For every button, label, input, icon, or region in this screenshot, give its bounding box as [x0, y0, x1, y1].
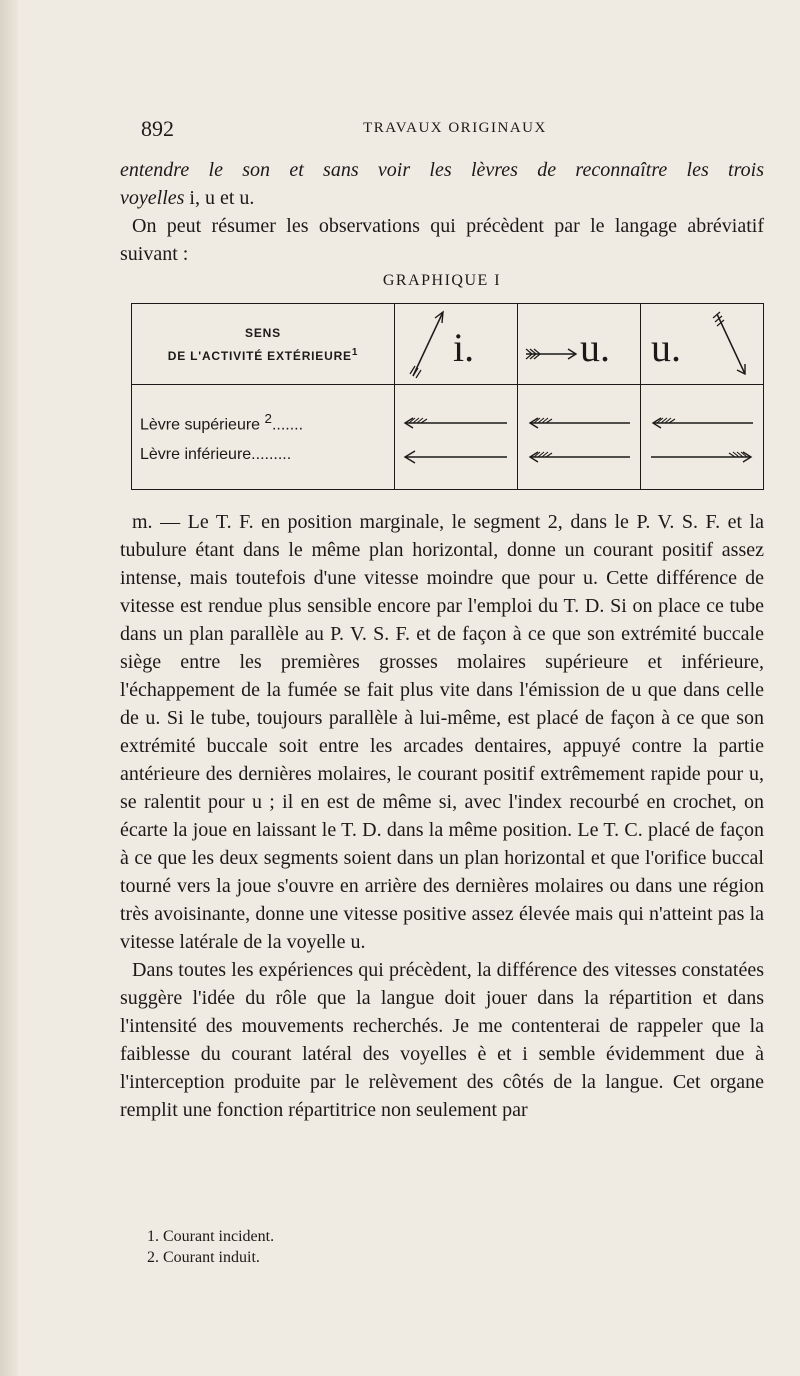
- arrow-cell-u1: [518, 385, 641, 490]
- arrow-cell-i: [395, 385, 518, 490]
- intro-line-2-rest: i, u et u.: [184, 187, 255, 209]
- vowel-cell-i: [395, 304, 518, 385]
- body-text: [120, 508, 764, 1124]
- left-arrow-feathered-icon: [530, 418, 630, 428]
- sens-header-cell: [132, 304, 395, 385]
- running-head: TRAVAUX ORIGINAUX: [363, 120, 547, 136]
- vowel-cell-u1: [518, 304, 641, 385]
- right-arrow-feathered-icon: [651, 452, 751, 462]
- left-arrow-feathered-icon: [405, 418, 507, 428]
- intro-line-1: entendre le son et sans voir les lèvres de reconnaître les trois: [120, 159, 764, 181]
- arrow-cell-u2: [641, 385, 764, 490]
- page-number: 892: [141, 116, 174, 141]
- intro-paragraph: On peut résumer les observations qui précèdent par le langage abréviatif suivant :: [120, 215, 764, 265]
- left-arrow-feathered-icon: [653, 418, 753, 428]
- sens-line-2-text: DE L'ACTIVITÉ EXTÉRIEURE: [167, 348, 352, 363]
- left-arrow-plain-icon: [405, 451, 507, 463]
- lip-labels-cell: [132, 385, 395, 490]
- page-header: [141, 116, 763, 142]
- footnotes: [147, 1226, 274, 1268]
- vowel-label-u2: u.: [651, 325, 681, 370]
- graph-table: [131, 303, 764, 490]
- oblique-arrow-down-icon: [641, 304, 763, 384]
- vowel-label-u1: u.: [580, 325, 610, 370]
- footnote-1: 1. Courant incident.: [147, 1228, 275, 1245]
- lip-upper-text: Lèvre supérieure: [140, 416, 261, 434]
- intro-line-2-italic: voyelles: [120, 187, 185, 209]
- footnote-2: 2. Courant induit.: [147, 1249, 260, 1266]
- intro-text: [120, 156, 764, 268]
- sens-line-2: [132, 343, 394, 366]
- left-arrow-feathered-icon: [530, 452, 630, 462]
- lip-upper-label: [140, 404, 394, 440]
- lip-upper-dots: .......: [271, 416, 304, 434]
- sens-line-1: SENS: [245, 325, 281, 340]
- vowel-label-i: i.: [453, 325, 475, 370]
- graph-title: GRAPHIQUE I: [382, 272, 502, 289]
- sens-footnote-mark: 1: [351, 346, 359, 358]
- lip-upper-footnote-mark: 2: [264, 410, 272, 426]
- body-paragraph-1: m. — Le T. F. en position marginale, le segment 2, dans le P. V. S. F. et la tubulure étant dans le même plan horizontal, donne un courant positif assez intense, mais toutefois d'une vitesse moindre que pour u. Cette différence de vitesse est rendue plus sensible encore par l'emploi du T. D. Si on place ce tube dans un plan parallèle au P. V. S. F. et de façon à ce que son extrémité buccale siège entre les premières grosses molaires supérieure et inférieure, l'échappement de la fumée se fait plus vite dans l'émission de u que dans celle de u. Si le tube, toujours parallèle à lui-même, est placé de façon à ce que son extrémité buccale soit entre les arcades dentaires, appuyé contre la partie antérieure des dernières molaires, le courant positif extrêmement rapide pour u, se ralentit pour u ; il en est de même si, avec l'index recourbé en crochet, on écarte la joue en laissant le T. D. dans la même position. Le T. C. placé de façon à ce que les deux segments soient dans un plan horizontal et que l'orifice buccal tourné vers la joue s'ouvre en arrière des dernières molaires ou dans une région très avoisinante, donne une vitesse positive assez élevée mais qui n'atteint pas la vitesse latérale de la voyelle u.: [120, 511, 764, 953]
- lip-lower-label: Lèvre inférieure.........: [140, 446, 292, 464]
- body-paragraph-2: Dans toutes les expériences qui précèdent, la différence des vitesses constatées suggère l'idée du rôle que la langue doit jouer dans la répartition et dans l'intensité des mouvements recherchés. Je me contenterai de rappeler que la faiblesse du courant latéral des voyelles è et i semble évidemment due à l'interception produite par le relèvement des côtés de la langue. Cet organe remplit une fonction répartitrice non seulement par: [120, 959, 764, 1121]
- vowel-cell-u2: [641, 304, 764, 385]
- right-arrow-feathered-icon: [518, 304, 640, 384]
